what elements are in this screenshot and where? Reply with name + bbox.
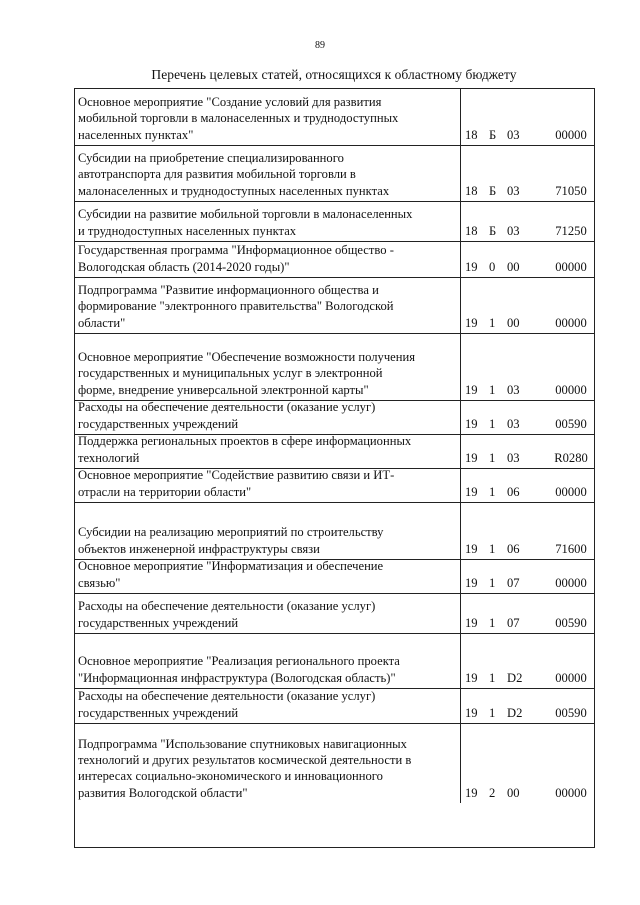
table-row xyxy=(75,146,594,202)
subprogram-code: 1 xyxy=(489,576,496,590)
description-line: государственных учреждений xyxy=(78,416,239,431)
row-description xyxy=(78,150,459,199)
activity-code: 07 xyxy=(507,616,520,630)
direction-code: 00590 xyxy=(555,417,587,431)
column-divider xyxy=(460,334,461,400)
subprogram-code: 1 xyxy=(489,706,496,720)
program-code: 19 xyxy=(465,542,478,556)
table-row xyxy=(75,503,594,560)
target-articles-table xyxy=(74,88,595,848)
direction-code: 00000 xyxy=(555,671,587,685)
description-line: Вологодская область (2014-2020 годы)" xyxy=(78,259,290,274)
column-divider xyxy=(460,242,461,277)
table-row xyxy=(75,89,594,146)
subprogram-code: Б xyxy=(489,224,497,238)
description-line: Расходы на обеспечение деятельности (оказание услуг) xyxy=(78,599,376,614)
direction-code: 00000 xyxy=(555,383,587,397)
table-row xyxy=(75,202,594,242)
description-line: Субсидии на развитие мобильной торговли в малонаселенных xyxy=(78,207,413,222)
program-code: 19 xyxy=(465,316,478,330)
description-line: Основное мероприятие "Информатизация и обеспечение xyxy=(78,559,384,574)
program-code: 18 xyxy=(465,128,478,142)
column-divider xyxy=(460,594,461,633)
description-line: связью" xyxy=(78,575,121,590)
row-description xyxy=(78,558,459,591)
column-divider xyxy=(460,401,461,434)
description-line: отрасли на территории области" xyxy=(78,484,252,499)
activity-code: D2 xyxy=(507,706,523,720)
description-line: области" xyxy=(78,315,126,330)
column-divider xyxy=(460,724,461,803)
column-divider xyxy=(460,278,461,333)
subprogram-code: 2 xyxy=(489,786,496,800)
table-row xyxy=(75,689,594,724)
table-row xyxy=(75,724,594,803)
table-row xyxy=(75,435,594,469)
document-title: Перечень целевых статей, относящихся к областному бюджету xyxy=(151,67,517,82)
description-line: и труднодоступных населенных пунктах xyxy=(78,223,297,238)
row-description xyxy=(78,524,459,557)
description-line: объектов инженерной инфраструктуры связи xyxy=(78,541,320,556)
column-divider xyxy=(460,560,461,593)
description-line: Основное мероприятие "Обеспечение возможности получения xyxy=(78,350,416,365)
description-line: населенных пунктах" xyxy=(78,127,194,142)
activity-code: 06 xyxy=(507,485,520,499)
direction-code: 00000 xyxy=(555,485,587,499)
program-code: 19 xyxy=(465,417,478,431)
subprogram-code: 1 xyxy=(489,542,496,556)
table-row xyxy=(75,634,594,689)
description-line: Основное мероприятие "Реализация регионального проекта xyxy=(78,654,400,669)
subprogram-code: 1 xyxy=(489,451,496,465)
direction-code: 00590 xyxy=(555,706,587,720)
direction-code: 71250 xyxy=(555,224,587,238)
row-description xyxy=(78,598,459,631)
row-description xyxy=(78,206,459,239)
description-line: Основное мероприятие "Содействие развитию связи и ИТ- xyxy=(78,468,395,483)
column-divider xyxy=(460,435,461,468)
row-description xyxy=(78,736,459,801)
row-description xyxy=(78,467,459,500)
activity-code: 03 xyxy=(507,451,520,465)
description-line: развития Вологодской области" xyxy=(78,785,248,800)
description-line: мобильной торговли в малонаселенных и труднодоступных xyxy=(78,111,399,126)
column-divider xyxy=(460,202,461,241)
description-line: государственных учреждений xyxy=(78,705,239,720)
row-description xyxy=(78,653,459,686)
description-line: Субсидии на приобретение специализированного xyxy=(78,151,344,166)
description-line: Поддержка региональных проектов в сфере информационных xyxy=(78,434,412,449)
program-code: 19 xyxy=(465,260,478,274)
page-number: 89 xyxy=(315,40,325,51)
program-code: 19 xyxy=(465,451,478,465)
table-row xyxy=(75,560,594,594)
program-code: 19 xyxy=(465,671,478,685)
direction-code: 71600 xyxy=(555,542,587,556)
program-code: 19 xyxy=(465,576,478,590)
table-row xyxy=(75,469,594,503)
direction-code: 00590 xyxy=(555,616,587,630)
direction-code: 00000 xyxy=(555,316,587,330)
table-row xyxy=(75,334,594,401)
activity-code: 03 xyxy=(507,417,520,431)
description-line: Основное мероприятие "Создание условий для развития xyxy=(78,95,382,110)
description-line: малонаселенных и труднодоступных населенных пунктах xyxy=(78,183,390,198)
subprogram-code: Б xyxy=(489,184,497,198)
description-line: автотранспорта для развития мобильной торговли в xyxy=(78,167,356,182)
activity-code: 06 xyxy=(507,542,520,556)
column-divider xyxy=(460,634,461,688)
direction-code: R0280 xyxy=(554,451,588,465)
direction-code: 00000 xyxy=(555,576,587,590)
description-line: технологий xyxy=(78,450,140,465)
column-divider xyxy=(460,689,461,723)
activity-code: 03 xyxy=(507,224,520,238)
column-divider xyxy=(460,469,461,502)
program-code: 19 xyxy=(465,786,478,800)
column-divider xyxy=(460,503,461,559)
subprogram-code: 1 xyxy=(489,316,496,330)
subprogram-code: 1 xyxy=(489,485,496,499)
description-line: Подпрограмма "Развитие информационного общества и xyxy=(78,283,379,298)
program-code: 19 xyxy=(465,485,478,499)
subprogram-code: Б xyxy=(489,128,497,142)
row-description xyxy=(78,688,459,721)
activity-code: 00 xyxy=(507,786,520,800)
description-line: государственных и муниципальных услуг в электронной xyxy=(78,366,383,381)
direction-code: 00000 xyxy=(555,260,587,274)
description-line: Расходы на обеспечение деятельности (оказание услуг) xyxy=(78,400,376,415)
activity-code: 03 xyxy=(507,184,520,198)
activity-code: 00 xyxy=(507,260,520,274)
direction-code: 71050 xyxy=(555,184,587,198)
table-row xyxy=(75,278,594,334)
program-code: 18 xyxy=(465,184,478,198)
description-line: технологий и других результатов космической деятельности в xyxy=(78,753,412,768)
subprogram-code: 1 xyxy=(489,616,496,630)
activity-code: 03 xyxy=(507,383,520,397)
activity-code: 07 xyxy=(507,576,520,590)
subprogram-code: 1 xyxy=(489,417,496,431)
subprogram-code: 1 xyxy=(489,383,496,397)
activity-code: 00 xyxy=(507,316,520,330)
column-divider xyxy=(460,89,461,145)
column-divider xyxy=(460,146,461,201)
description-line: интересах социально-экономического и инновационного xyxy=(78,769,383,784)
program-code: 19 xyxy=(465,383,478,397)
description-line: форме, внедрение универсальной электронной карты" xyxy=(78,382,369,397)
row-description xyxy=(78,433,459,466)
row-description xyxy=(78,399,459,432)
description-line: Подпрограмма "Использование спутниковых навигационных xyxy=(78,736,407,751)
row-description xyxy=(78,94,459,143)
description-line: государственных учреждений xyxy=(78,615,239,630)
description-line: Расходы на обеспечение деятельности (оказание услуг) xyxy=(78,689,376,704)
program-code: 19 xyxy=(465,706,478,720)
program-code: 18 xyxy=(465,224,478,238)
program-code: 19 xyxy=(465,616,478,630)
activity-code: 03 xyxy=(507,128,520,142)
subprogram-code: 0 xyxy=(489,260,496,274)
row-description xyxy=(78,282,459,331)
description-line: "Информационная инфраструктура (Вологодская область)" xyxy=(78,670,396,685)
description-line: Субсидии на реализацию мероприятий по строительству xyxy=(78,525,384,540)
subprogram-code: 1 xyxy=(489,671,496,685)
direction-code: 00000 xyxy=(555,786,587,800)
description-line: формирование "электронного правительства" Вологодской xyxy=(78,299,394,314)
activity-code: D2 xyxy=(507,671,523,685)
row-description xyxy=(78,242,459,275)
table-row xyxy=(75,594,594,634)
row-description xyxy=(78,349,459,398)
table-row xyxy=(75,401,594,435)
description-line: Государственная программа "Информационное общество - xyxy=(78,243,394,258)
direction-code: 00000 xyxy=(555,128,587,142)
table-row xyxy=(75,242,594,278)
